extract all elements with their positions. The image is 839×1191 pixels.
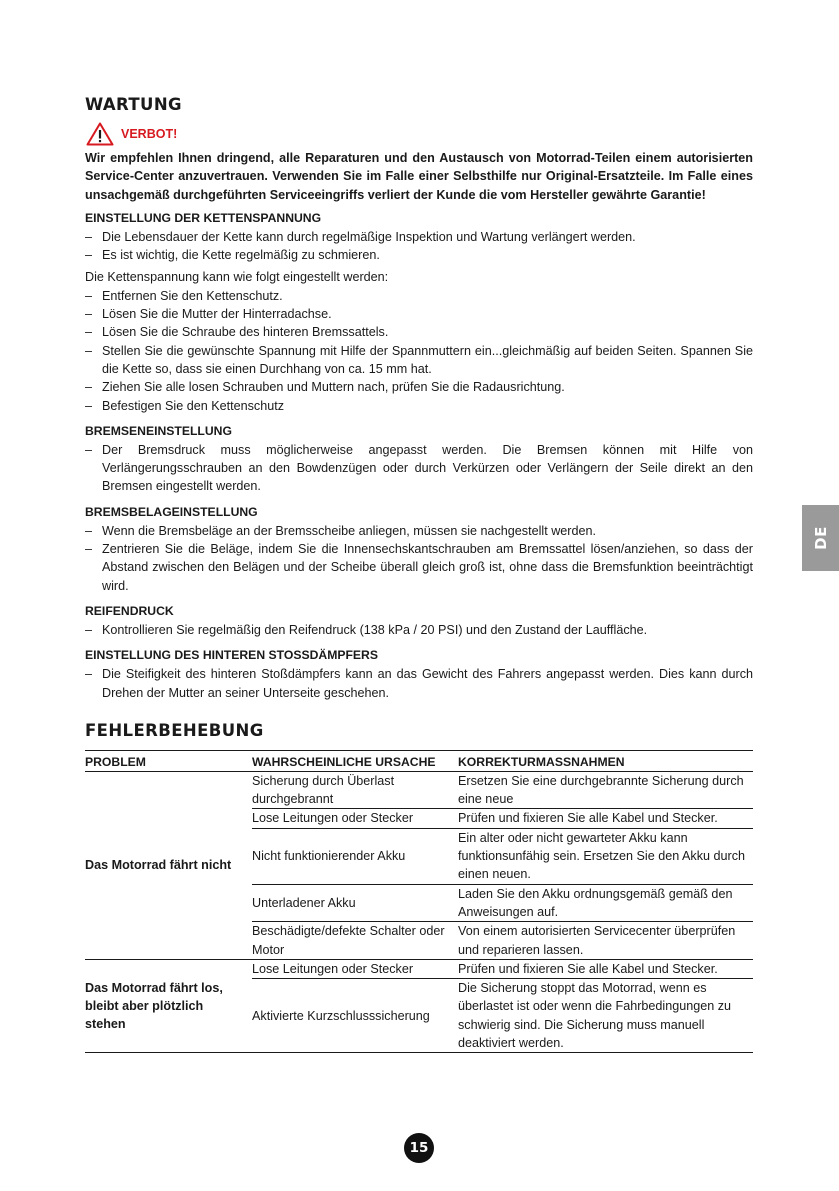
brake-heading: BREMSENEINSTELLUNG [85,423,232,438]
list-item: – Befestigen Sie den Kettenschutz [85,398,285,413]
column-header-cause: WAHRSCHEINLICHE URSACHE [252,750,458,771]
cause-cell: Sicherung durch Überlast durchgebrannt [252,771,458,809]
list-item: – Die Lebensdauer der Kette kann durch regelmäßige Inspektion und Wartung verlängert werden. [85,229,636,244]
cause-cell: Unterladener Akku [252,884,458,922]
fix-cell: Prüfen und fixieren Sie alle Kabel und Stecker. [458,959,753,978]
warning-text: Wir empfehlen Ihnen dringend, alle Reparaturen und den Austausch von Motorrad-Teilen einem autorisierten Service-Center anzuvertrauen. Verwenden Sie im Falle einer Selbsthilfe nur Original-Ersatzteile. Im Falle eines unsachgemäß durchgeführten Serviceeingriffs verliert der Kunde die vom Hersteller gewährte Garantie! [85,151,753,202]
tire-heading: REIFENDRUCK [85,603,174,618]
warning-label: VERBOT! [121,127,178,141]
page-content [85,94,753,1053]
table-row [85,959,753,978]
list-item: – Entfernen Sie den Kettenschutz. [85,288,283,303]
cause-cell: Beschädigte/defekte Schalter oder Motor [252,922,458,960]
list-item: – Lösen Sie die Mutter der Hinterradachse. [85,307,332,322]
table-row [85,771,753,809]
page-number: 15 [404,1133,434,1163]
shock-list [85,665,753,702]
table-header-row [85,750,753,771]
list-item: – Der Bremsdruck muss möglicherweise angepasst werden. Die Bremsen können mit Hilfe von Verlängerungsschrauben an den Bowdenzügen oder durch Verkürzen oder Verlängern der Seile direkt an den Bremsen eingestellt werden. [85,442,753,494]
troubleshooting-table [85,750,753,1053]
cause-cell: Lose Leitungen oder Stecker [252,959,458,978]
pads-list [85,522,753,595]
cause-cell: Nicht funktionierender Akku [252,828,458,884]
fix-cell: Prüfen und fixieren Sie alle Kabel und Stecker. [458,809,753,828]
column-header-problem: PROBLEM [85,750,252,771]
problem-cell: Das Motorrad fährt nicht [85,771,252,959]
chain-heading: EINSTELLUNG DER KETTENSPANNUNG [85,210,322,225]
chain-steps-list [85,287,753,415]
list-item: – Ziehen Sie alle losen Schrauben und Muttern nach, prüfen Sie die Radausrichtung. [85,380,565,395]
cause-cell: Aktivierte Kurzschlusssicherung [252,979,458,1053]
chain-intro-list [85,228,753,265]
cause-cell: Lose Leitungen oder Stecker [252,809,458,828]
fix-cell: Die Sicherung stoppt das Motorrad, wenn es überlastet ist oder wenn die Fahrbedingungen zu schwierig sind. Die Sicherung muss manuell deaktiviert werden. [458,979,753,1053]
shock-heading: EINSTELLUNG DES HINTEREN STOSSDÄMPFERS [85,648,378,663]
list-item: – Stellen Sie die gewünschte Spannung mit Hilfe der Spannmuttern ein...gleichmäßig auf beiden Seiten. Spannen Sie die Kette so, dass sie einen Durchhang von ca. 15 mm hat. [85,343,753,376]
list-item: – Zentrieren Sie die Beläge, indem Sie die Innensechskantschrauben am Bremssattel lösen/anziehen, so dass der Abstand zwischen den Belägen und der Scheibe überall gleich groß ist, ohne dass die Bremsfunktion beeinträchtigt wird. [85,542,753,593]
list-item: – Kontrollieren Sie regelmäßig den Reifendruck (138 kPa / 20 PSI) und den Zustand der Lauffläche. [85,622,648,637]
list-item: – Wenn die Bremsbeläge an der Bremsscheibe anliegen, müssen sie nachgestellt werden. [85,523,597,538]
list-item: – Es ist wichtig, die Kette regelmäßig zu schmieren. [85,248,380,263]
troubleshooting-title: FEHLERBEHEBUNG [85,720,264,740]
fix-cell: Ein alter oder nicht gewarteter Akku kann funktionsunfähig sein. Ersetzen Sie den Akku durch einen neuen. [458,828,753,884]
list-item: – Die Steifigkeit des hinteren Stoßdämpfers kann an das Gewicht des Fahrers angepasst werden. Dies kann durch Drehen der Mutter an seiner Unterseite geschehen. [85,667,753,700]
fix-cell: Ersetzen Sie eine durchgebrannte Sicherung durch eine neue [458,771,753,809]
column-header-fix: KORREKTURMASSNAHMEN [458,750,753,771]
chain-steps-intro: Die Kettenspannung kann wie folgt eingestellt werden: [85,270,389,285]
tire-list [85,621,753,639]
fix-cell: Laden Sie den Akku ordnungsgemäß gemäß den Anweisungen auf. [458,884,753,922]
brake-list [85,441,753,496]
fix-cell: Von einem autorisierten Servicecenter überprüfen und reparieren lassen. [458,922,753,960]
problem-cell: Das Motorrad fährt los, bleibt aber plötzlich stehen [85,959,252,1052]
language-tab-label: DE [811,526,830,550]
list-item: – Lösen Sie die Schraube des hinteren Bremssattels. [85,325,389,340]
pads-heading: BREMSBELAGEINSTELLUNG [85,504,258,519]
warning-triangle-icon [86,122,114,146]
warning-row [86,122,753,146]
maintenance-title: WARTUNG [85,95,182,114]
language-tab [802,505,839,571]
